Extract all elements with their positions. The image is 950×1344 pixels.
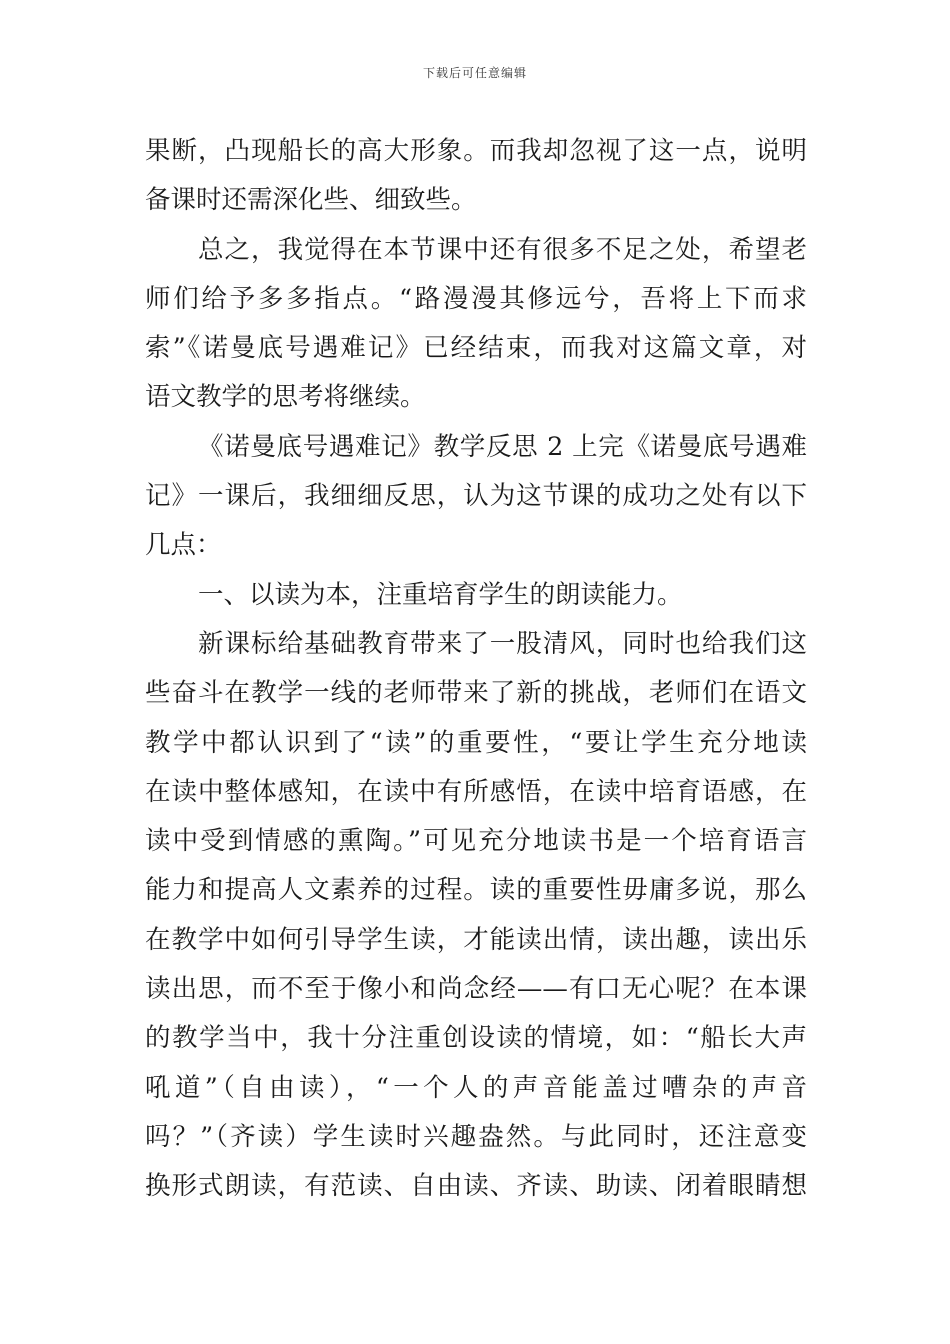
text-line: 几点：: [145, 530, 222, 561]
text-line: 在读中整体感知，在读中有所感悟，在读中培育语感，在: [145, 776, 807, 807]
text-line: 一、以读为本，注重培育学生的朗读能力。: [198, 579, 683, 610]
text-line: 果断，凸现船长的高大形象。而我却忽视了这一点，说明: [145, 136, 807, 166]
text-line: 吼道”（自由读），“一个人的声音能盖过嘈杂的声音: [145, 1072, 807, 1103]
text-line: 吗？”（齐读）学生读时兴趣盎然。与此同时，还注意变: [145, 1121, 807, 1152]
text-line: 备课时还需深化些、细致些。: [145, 185, 477, 216]
text-line: 记》一课后，我细细反思，认为这节课的成功之处有以下: [145, 481, 807, 512]
text-line: 读中受到情感的熏陶。”可见充分地读书是一个培育语言: [145, 826, 807, 857]
text-line: 《诺曼底号遇难记》教学反思 2 上完《诺曼底号遇难: [198, 431, 807, 462]
body-text: [145, 127, 807, 1212]
text-line: 换形式朗读，有范读、自由读、齐读、助读、闭着眼睛想: [145, 1171, 807, 1202]
page-header-note: 下载后可任意编辑: [422, 66, 527, 80]
text-line: 总之，我觉得在本节课中还有很多不足之处，希望老: [198, 234, 807, 265]
text-line: 教学中都认识到了“读”的重要性，“要让学生充分地读: [145, 727, 807, 758]
text-line: 的教学当中，我十分注重创设读的情境，如：“船长大声: [145, 1023, 807, 1054]
text-line: 读出思，而不至于像小和尚念经——有口无心呢？在本课: [145, 974, 807, 1005]
text-line: 新课标给基础教育带来了一股清风，同时也给我们这: [198, 628, 807, 659]
text-line: 语文教学的思考将继续。: [145, 382, 426, 413]
text-line: 能力和提高人文素养的过程。读的重要性毋庸多说，那么: [145, 875, 807, 906]
text-line: 些奋斗在教学一线的老师带来了新的挑战，老师们在语文: [145, 678, 807, 709]
text-line: 索”《诺曼底号遇难记》已经结束，而我对这篇文章，对: [145, 333, 807, 364]
text-line: 师们给予多多指点。“路漫漫其修远兮，吾将上下而求: [145, 283, 807, 314]
text-line: 在教学中如何引导学生读，才能读出情，读出趣，读出乐: [145, 924, 807, 955]
